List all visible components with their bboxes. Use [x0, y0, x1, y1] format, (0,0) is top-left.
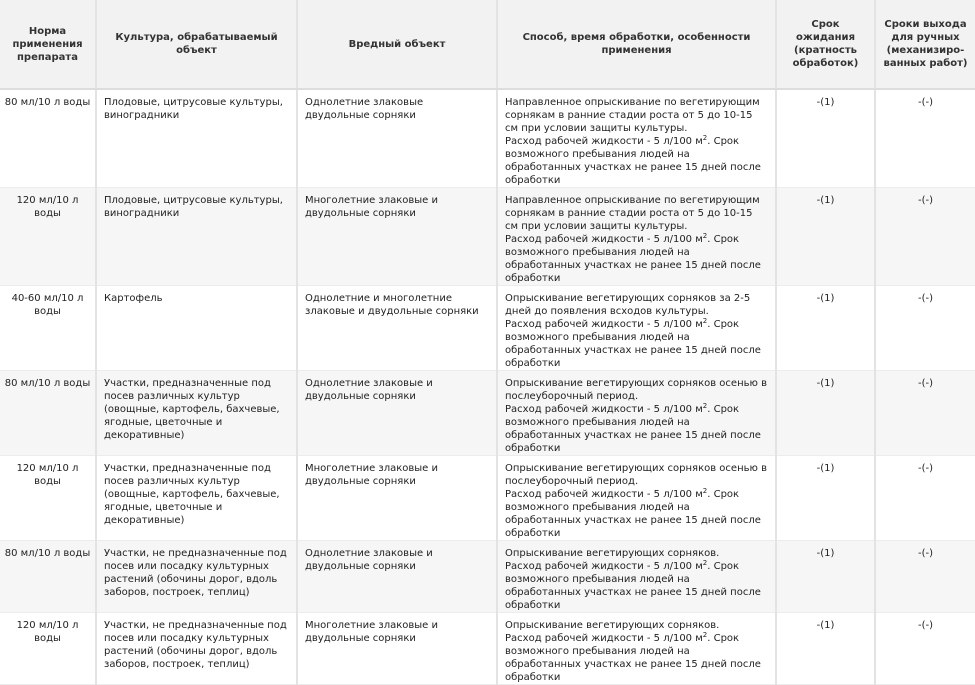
cell-crop: Плодовые, цитрусовые культуры, виноградники [96, 188, 297, 286]
table-row [0, 371, 975, 456]
cell-pest: Многолетние злаковые и двудольные сорняки [297, 188, 497, 286]
cell-exit: -(-) [875, 188, 975, 286]
cell-method [497, 188, 776, 286]
header-method: Способ, время обработки, особенности применения [497, 0, 776, 89]
header-norm: Норма применения препарата [0, 0, 96, 89]
method-text: Опрыскивание вегетирующих сорняков. [505, 548, 720, 559]
method-text: Направленное опрыскивание по вегетирующим сорнякам в ранние стадии роста от 5 до 10-15 см при условии защиты культуры. [505, 97, 760, 134]
header-crop: Культура, обрабатываемый объект [96, 0, 297, 89]
rate-main: Расход рабочей жидкости - 5 л/100 м [505, 404, 703, 415]
cell-exit: -(-) [875, 456, 975, 541]
method-text: Опрыскивание вегетирующих сорняков осенью в послеуборочный период. [505, 463, 767, 487]
rate-tail: . Срок возможного пребывания людей на обработанных участках не ранее 15 дней после обработки [505, 234, 761, 284]
cell-crop: Участки, не предназначенные под посев или посадку культурных растений (обочины дорог, вдоль заборов, построек, теплиц) [96, 541, 297, 613]
rate-sup: 2 [702, 559, 708, 567]
cell-norm: 80 мл/10 л воды [0, 89, 96, 188]
cell-exit: -(-) [875, 286, 975, 371]
table-body [0, 89, 975, 685]
cell-exit: -(-) [875, 541, 975, 613]
table-row [0, 456, 975, 541]
cell-method [497, 456, 776, 541]
rate-main: Расход рабочей жидкости - 5 л/100 м [505, 234, 703, 245]
rate-tail: . Срок возможного пребывания людей на обработанных участках не ранее 15 дней после обработки [505, 561, 761, 611]
header-exit: Сроки выхода для ручных (механизиро-ванных работ) [875, 0, 975, 89]
method-text: Опрыскивание вегетирующих сорняков. [505, 620, 720, 631]
table-row [0, 286, 975, 371]
rate-text [505, 633, 761, 683]
header-wait: Срок ожидания (кратность обработок) [776, 0, 875, 89]
cell-crop: Участки, предназначенные под посев различных культур (овощные, картофель, бахчевые, ягодные, цветочные и декоративные) [96, 371, 297, 456]
cell-wait: -(1) [776, 613, 875, 685]
rate-text [505, 136, 761, 186]
table-row [0, 89, 975, 188]
cell-wait: -(1) [776, 541, 875, 613]
cell-exit: -(-) [875, 371, 975, 456]
cell-crop: Картофель [96, 286, 297, 371]
cell-pest: Однолетние злаковые и двудольные сорняки [297, 371, 497, 456]
cell-wait: -(1) [776, 286, 875, 371]
cell-method [497, 371, 776, 456]
cell-norm: 120 мл/10 л воды [0, 188, 96, 286]
cell-crop: Участки, предназначенные под посев различных культур (овощные, картофель, бахчевые, ягодные, цветочные и декоративные) [96, 456, 297, 541]
table-row [0, 188, 975, 286]
table-row [0, 541, 975, 613]
cell-method [497, 613, 776, 685]
rate-main: Расход рабочей жидкости - 5 л/100 м [505, 136, 703, 147]
cell-exit: -(-) [875, 613, 975, 685]
cell-wait: -(1) [776, 456, 875, 541]
cell-pest: Однолетние злаковые двудольные сорняки [297, 89, 497, 188]
rate-text [505, 489, 761, 539]
header-row [0, 0, 975, 89]
rate-tail: . Срок возможного пребывания людей на обработанных участках не ранее 15 дней после обработки [505, 404, 761, 454]
rate-sup: 2 [702, 317, 708, 325]
cell-method [497, 286, 776, 371]
rate-text [505, 404, 761, 454]
rate-main: Расход рабочей жидкости - 5 л/100 м [505, 489, 703, 500]
rate-text [505, 234, 761, 284]
rate-sup: 2 [702, 232, 708, 240]
cell-wait: -(1) [776, 371, 875, 456]
cell-norm: 120 мл/10 л воды [0, 613, 96, 685]
rate-sup: 2 [702, 134, 708, 142]
cell-norm: 80 мл/10 л воды [0, 371, 96, 456]
rate-tail: . Срок возможного пребывания людей на обработанных участках не ранее 15 дней после обработки [505, 633, 761, 683]
method-text: Направленное опрыскивание по вегетирующим сорнякам в ранние стадии роста от 5 до 10-15 см при условии защиты культуры. [505, 195, 760, 232]
cell-pest: Многолетние злаковые и двудольные сорняки [297, 613, 497, 685]
rate-sup: 2 [702, 402, 708, 410]
header-pest: Вредный объект [297, 0, 497, 89]
rate-main: Расход рабочей жидкости - 5 л/100 м [505, 319, 703, 330]
rate-sup: 2 [702, 631, 708, 639]
table-row [0, 613, 975, 685]
rate-tail: . Срок возможного пребывания людей на обработанных участках не ранее 15 дней после обработки [505, 319, 761, 369]
cell-norm: 80 мл/10 л воды [0, 541, 96, 613]
cell-wait: -(1) [776, 89, 875, 188]
cell-pest: Однолетние и многолетние злаковые и двудольные сорняки [297, 286, 497, 371]
rate-tail: . Срок возможного пребывания людей на обработанных участках не ранее 15 дней после обработки [505, 136, 761, 186]
method-text: Опрыскивание вегетирующих сорняков осенью в послеуборочный период. [505, 378, 767, 402]
rate-tail: . Срок возможного пребывания людей на обработанных участках не ранее 15 дней после обработки [505, 489, 761, 539]
cell-method [497, 89, 776, 188]
cell-method [497, 541, 776, 613]
rate-main: Расход рабочей жидкости - 5 л/100 м [505, 561, 703, 572]
rate-sup: 2 [702, 487, 708, 495]
cell-wait: -(1) [776, 188, 875, 286]
cell-crop: Участки, не предназначенные под посев или посадку культурных растений (обочины дорог, вдоль заборов, построек, теплиц) [96, 613, 297, 685]
cell-pest: Многолетние злаковые и двудольные сорняки [297, 456, 497, 541]
cell-crop: Плодовые, цитрусовые культуры, виноградники [96, 89, 297, 188]
rate-text [505, 319, 761, 369]
cell-exit: -(-) [875, 89, 975, 188]
rate-main: Расход рабочей жидкости - 5 л/100 м [505, 633, 703, 644]
cell-norm: 120 мл/10 л воды [0, 456, 96, 541]
cell-norm: 40-60 мл/10 л воды [0, 286, 96, 371]
rate-text [505, 561, 761, 611]
cell-pest: Однолетние злаковые и двудольные сорняки [297, 541, 497, 613]
method-text: Опрыскивание вегетирующих сорняков за 2-5 дней до появления всходов культуры. [505, 293, 751, 317]
table-header [0, 0, 975, 89]
